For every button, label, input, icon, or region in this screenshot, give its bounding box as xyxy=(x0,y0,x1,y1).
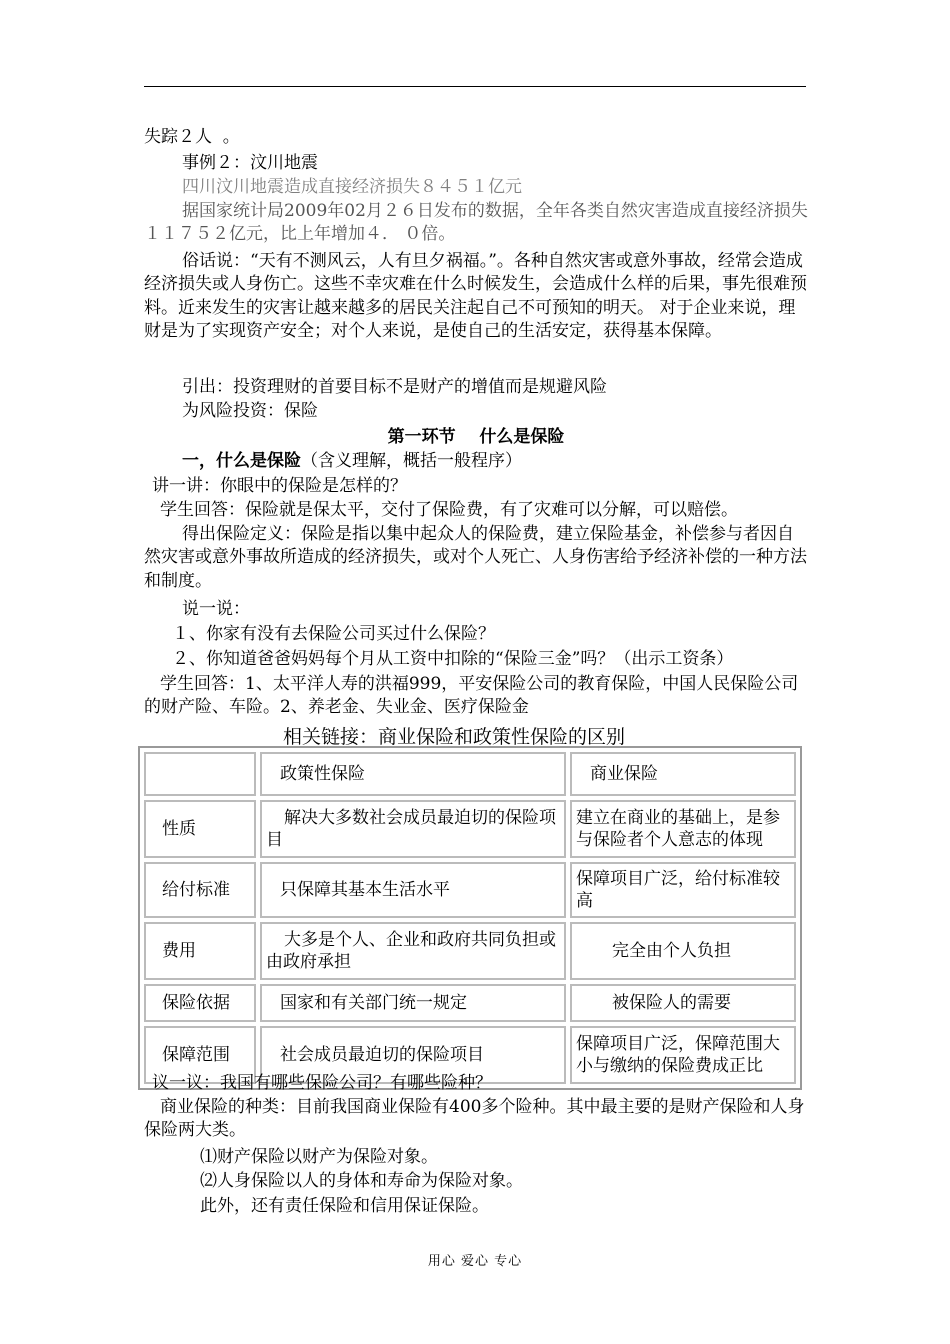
table-row xyxy=(144,862,796,918)
paragraph: 事例２：汶川地震 xyxy=(182,153,318,173)
paragraph: 讲一讲：你眼中的保险是怎样的？ xyxy=(152,476,407,496)
sub-heading xyxy=(144,450,808,473)
table-header-cell: 政策性保险 xyxy=(260,752,566,796)
paragraph: 失踪２人 。 xyxy=(144,127,240,147)
paragraph: 商业保险的种类：目前我国商业保险有400多个险种。其中最主要的是财产保险和人身保险两大类。 xyxy=(144,1097,805,1141)
table-header-cell: 商业保险 xyxy=(570,752,796,796)
paragraph: 为风险投资：保险 xyxy=(182,401,318,421)
paragraph: 议一议：我国有哪些保险公司？有哪些险种？ xyxy=(152,1073,492,1093)
table-cell: 解决大多数社会成员最迫切的保险项目 xyxy=(260,800,566,858)
paragraph: 引出：投资理财的首要目标不是财产的增值而是规避风险 xyxy=(182,377,607,397)
table-cell: 保障项目广泛，给付标准较高 xyxy=(570,862,796,918)
table-cell: 大多是个人、企业和政府共同负担或由政府承担 xyxy=(260,922,566,980)
comparison-table xyxy=(138,746,802,1090)
table-cell xyxy=(144,752,256,796)
table-row xyxy=(144,922,796,980)
table-row xyxy=(144,800,796,858)
table-cell: 国家和有关部门统一规定 xyxy=(260,984,566,1022)
paragraph: 据国家统计局2009年02月２６日发布的数据，全年各类自然灾害造成直接经济损失１１７５２亿元，比上年增加４． ０倍。 xyxy=(144,201,808,245)
paragraph: 得出保险定义：保险是指以集中起众人的保险费，建立保险基金，补偿参与者因自然灾害或意外事故所造成的经济损失，或对个人死亡、人身伤害给予经济补偿的一种方法和制度。 xyxy=(144,524,807,591)
paragraph: 四川汶川地震造成直接经济损失８４５１亿元 xyxy=(182,177,522,197)
table-row-label: 费用 xyxy=(144,922,256,980)
paragraph: ⑵人身保险以人的身体和寿命为保险对象。 xyxy=(200,1171,523,1191)
table-row-label: 保障范围 xyxy=(144,1026,256,1084)
page-footer: 用心 爱心 专心 xyxy=(427,1254,523,1269)
table-caption: 相关链接：商业保险和政策性保险的区别 xyxy=(282,726,625,748)
table-row-label: 性质 xyxy=(144,800,256,858)
table-cell: 保障项目广泛，保障范围大小与缴纳的保险费成正比 xyxy=(570,1026,796,1084)
paragraph: 说一说： xyxy=(182,599,250,619)
section-title: 第一环节 什么是保险 xyxy=(387,427,565,447)
table-cell: 建立在商业的基础上，是参与保险者个人意志的体现 xyxy=(570,800,796,858)
paragraph: 此外，还有责任保险和信用保证保险。 xyxy=(200,1196,489,1216)
table-header-row xyxy=(144,752,796,796)
paragraph: 学生回答：1、太平洋人寿的洪福999，平安保险公司的教育保险，中国人民保险公司的财产险、车险。2、养老金、失业金、医疗保险金 xyxy=(144,674,799,718)
paragraph: ２、你知道爸爸妈妈每个月从工资中扣除的“保险三金”吗？（出示工资条） xyxy=(172,649,734,669)
paragraph: １、你家有没有去保险公司买过什么保险？ xyxy=(172,624,495,644)
table-cell: 社会成员最迫切的保险项目 xyxy=(260,1026,566,1084)
sub-heading-bold: 一，什么是保险 xyxy=(182,451,301,471)
table-row-label: 给付标准 xyxy=(144,862,256,918)
table-cell: 完全由个人负担 xyxy=(570,922,796,980)
table-cell: 只保障其基本生活水平 xyxy=(260,862,566,918)
table-row-label: 保险依据 xyxy=(144,984,256,1022)
paragraph: ⑴财产保险以财产为保险对象。 xyxy=(200,1147,438,1167)
paragraph: 俗话说：“天有不测风云，人有旦夕祸福。”。各种自然灾害或意外事故，经常会造成经济损失或人身伤亡。这些不幸灾难在什么时候发生，会造成什么样的后果，事先很难预料。近来发生的灾害让越来越多的居民关注起自己不可预知的明天。 对于企业来说，理财是为了实现资产安全；对个人来说，是使自己的生活安定，获得基本保障。 xyxy=(144,251,807,342)
header-rule xyxy=(144,86,806,87)
table-row xyxy=(144,984,796,1022)
table-cell: 被保险人的需要 xyxy=(570,984,796,1022)
sub-heading-note: （含义理解，概括一般程序） xyxy=(301,451,522,471)
paragraph: 学生回答：保险就是保太平，交付了保险费，有了灾难可以分解，可以赔偿。 xyxy=(160,500,738,520)
